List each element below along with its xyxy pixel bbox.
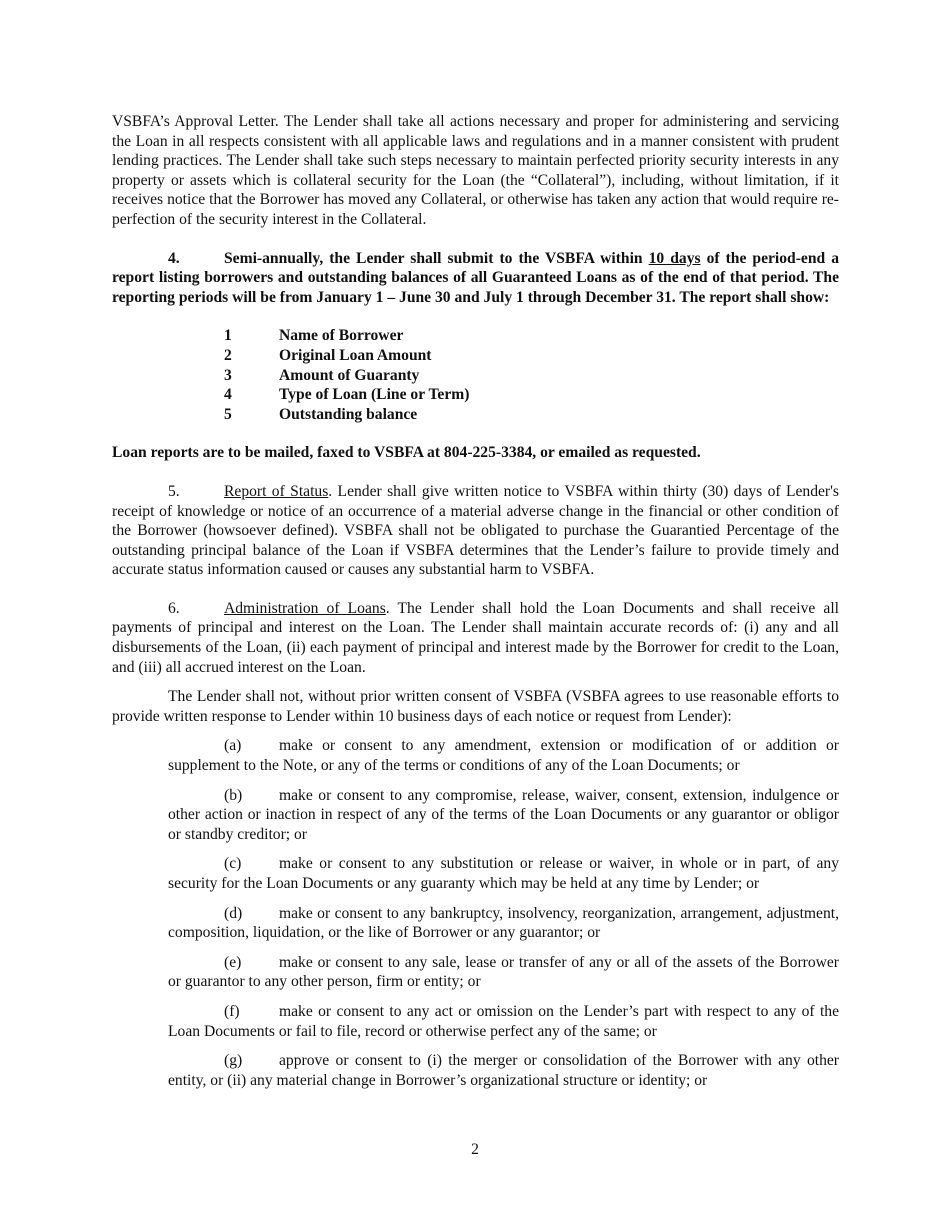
- consent-subitem-d: [168, 904, 839, 943]
- list-item: [224, 385, 839, 405]
- intro-paragraph: VSBFA’s Approval Letter. The Lender shall take all actions necessary and proper for administering and servicing the Loan in all respects consistent with all applicable laws and regulations and in a manner consistent with prudent lending practices. The Lender shall take such steps necessary to maintain perfected priority security interests in any property or assets which is collateral security for the Loan (the “Collateral”), including, without limitation, if it receives notice that the Borrower has moved any Collateral, or otherwise has taken any action that would require re-perfection of the security interest in the Collateral.: [112, 113, 839, 228]
- consent-intro-paragraph: The Lender shall not, without prior written consent of VSBFA (VSBFA agrees to use reasonable efforts to provide written response to Lender within 10 business days of each notice or request from Lender):: [112, 688, 839, 725]
- list-item: [224, 346, 839, 366]
- section-4-text-after: of the period-end a report listing borrowers and outstanding balances of all Guaranteed Loans as of the end of that period. The reporting periods will be from January 1 – June 30 and July 1 through December 31. The report shall show:: [112, 249, 839, 306]
- list-item-label: Outstanding balance: [279, 405, 418, 423]
- section-4-paragraph: [112, 249, 839, 308]
- section-5-paragraph: [112, 482, 839, 580]
- subitem-text: make or consent to any bankruptcy, insolvency, reorganization, arrangement, adjustment, composition, liquidation, or the like of Borrower or any guarantor; or: [168, 904, 839, 942]
- consent-subitem-f: [168, 1002, 839, 1041]
- consent-subitem-b: [168, 786, 839, 845]
- list-item-number: 1: [224, 327, 232, 345]
- subitem-text: make or consent to any act or omission on the Lender’s part with respect to any of the Loan Documents or fail to file, record or otherwise perfect any of the same; or: [168, 1002, 839, 1040]
- list-item-number: 5: [224, 405, 232, 423]
- subitem-text: make or consent to any substitution or release or waiver, in whole or in part, of any security for the Loan Documents or any guaranty which may be held at any time by Lender; or: [168, 855, 839, 892]
- subitem-label: (e): [224, 953, 242, 971]
- section-6-text: . The Lender shall hold the Loan Documents and shall receive all payments of principal and interest on the Loan. The Lender shall maintain accurate records of: (i) any and all disbursements of the Loan, (ii) each payment of principal and interest made by the Borrower for credit to the Loan, and (iii) all accrued interest on the Loan.: [112, 599, 840, 676]
- subitem-label: (g): [224, 1052, 243, 1070]
- section-5-heading: Report of Status: [224, 482, 329, 500]
- consent-subitem-c: [168, 854, 839, 893]
- subitem-text: make or consent to any compromise, release, waiver, consent, extension, indulgence or other action or inaction in respect of any of the terms of the Loan Documents or any guarantor or obligor or standby creditor; or: [168, 786, 839, 843]
- consent-subitem-a: [168, 736, 839, 775]
- page-number: 2: [471, 1141, 479, 1158]
- section-4-number: 4.: [168, 249, 180, 267]
- subitem-text: make or consent to any amendment, extension or modification of or addition or supplement to the Note, or any of the terms or conditions of any of the Loan Documents; or: [168, 737, 839, 775]
- list-item-label: Amount of Guaranty: [279, 366, 420, 384]
- list-item: [224, 405, 839, 425]
- mailing-note: Loan reports are to be mailed, faxed to VSBFA at 804-225-3384, or emailed as requested.: [112, 444, 701, 462]
- subitem-label: (f): [224, 1002, 240, 1020]
- report-fields-list: [224, 326, 839, 424]
- list-item: [224, 326, 839, 346]
- subitem-text: approve or consent to (i) the merger or consolidation of the Borrower with any other entity, or (ii) any material change in Borrower’s organizational structure or identity; or: [168, 1052, 839, 1089]
- list-item-label: Original Loan Amount: [279, 346, 432, 364]
- subitem-label: (b): [224, 786, 243, 804]
- section-5-text: . Lender shall give written notice to VSBFA within thirty (30) days of Lender's receipt of knowledge or notice of an occurrence of a material adverse change in the financial or other condition of the Borrower (howsoever defined). VSBFA shall not be obligated to purchase the Guarantied Percentage of the outstanding principal balance of the Loan if VSBFA determines that the Lender’s failure to provide timely and accurate status information caused or causes any substantial harm to VSBFA.: [112, 482, 839, 579]
- consent-subitem-g: [168, 1051, 839, 1090]
- section-4-text-before: Semi-annually, the Lender shall submit to the VSBFA within: [224, 249, 649, 267]
- subitem-label: (a): [224, 737, 242, 755]
- subitem-label: (d): [224, 904, 243, 922]
- subitem-text: make or consent to any sale, lease or transfer of any or all of the assets of the Borrower or guarantor to any other person, firm or entity; or: [168, 953, 839, 991]
- document-body: [112, 112, 839, 1090]
- subitem-label: (c): [224, 855, 242, 873]
- section-6-number: 6.: [168, 599, 180, 617]
- list-item: [224, 366, 839, 386]
- list-item-label: Type of Loan (Line or Term): [279, 386, 470, 404]
- list-item-number: 4: [224, 386, 232, 404]
- section-4-underlined-days: 10 days: [648, 249, 701, 267]
- list-item-number: 3: [224, 366, 232, 384]
- list-item-label: Name of Borrower: [279, 327, 404, 345]
- consent-subitem-e: [168, 953, 839, 992]
- list-item-number: 2: [224, 346, 232, 364]
- section-6-paragraph: [112, 599, 839, 677]
- section-5-number: 5.: [168, 482, 180, 500]
- section-6-heading: Administration of Loans: [224, 599, 386, 617]
